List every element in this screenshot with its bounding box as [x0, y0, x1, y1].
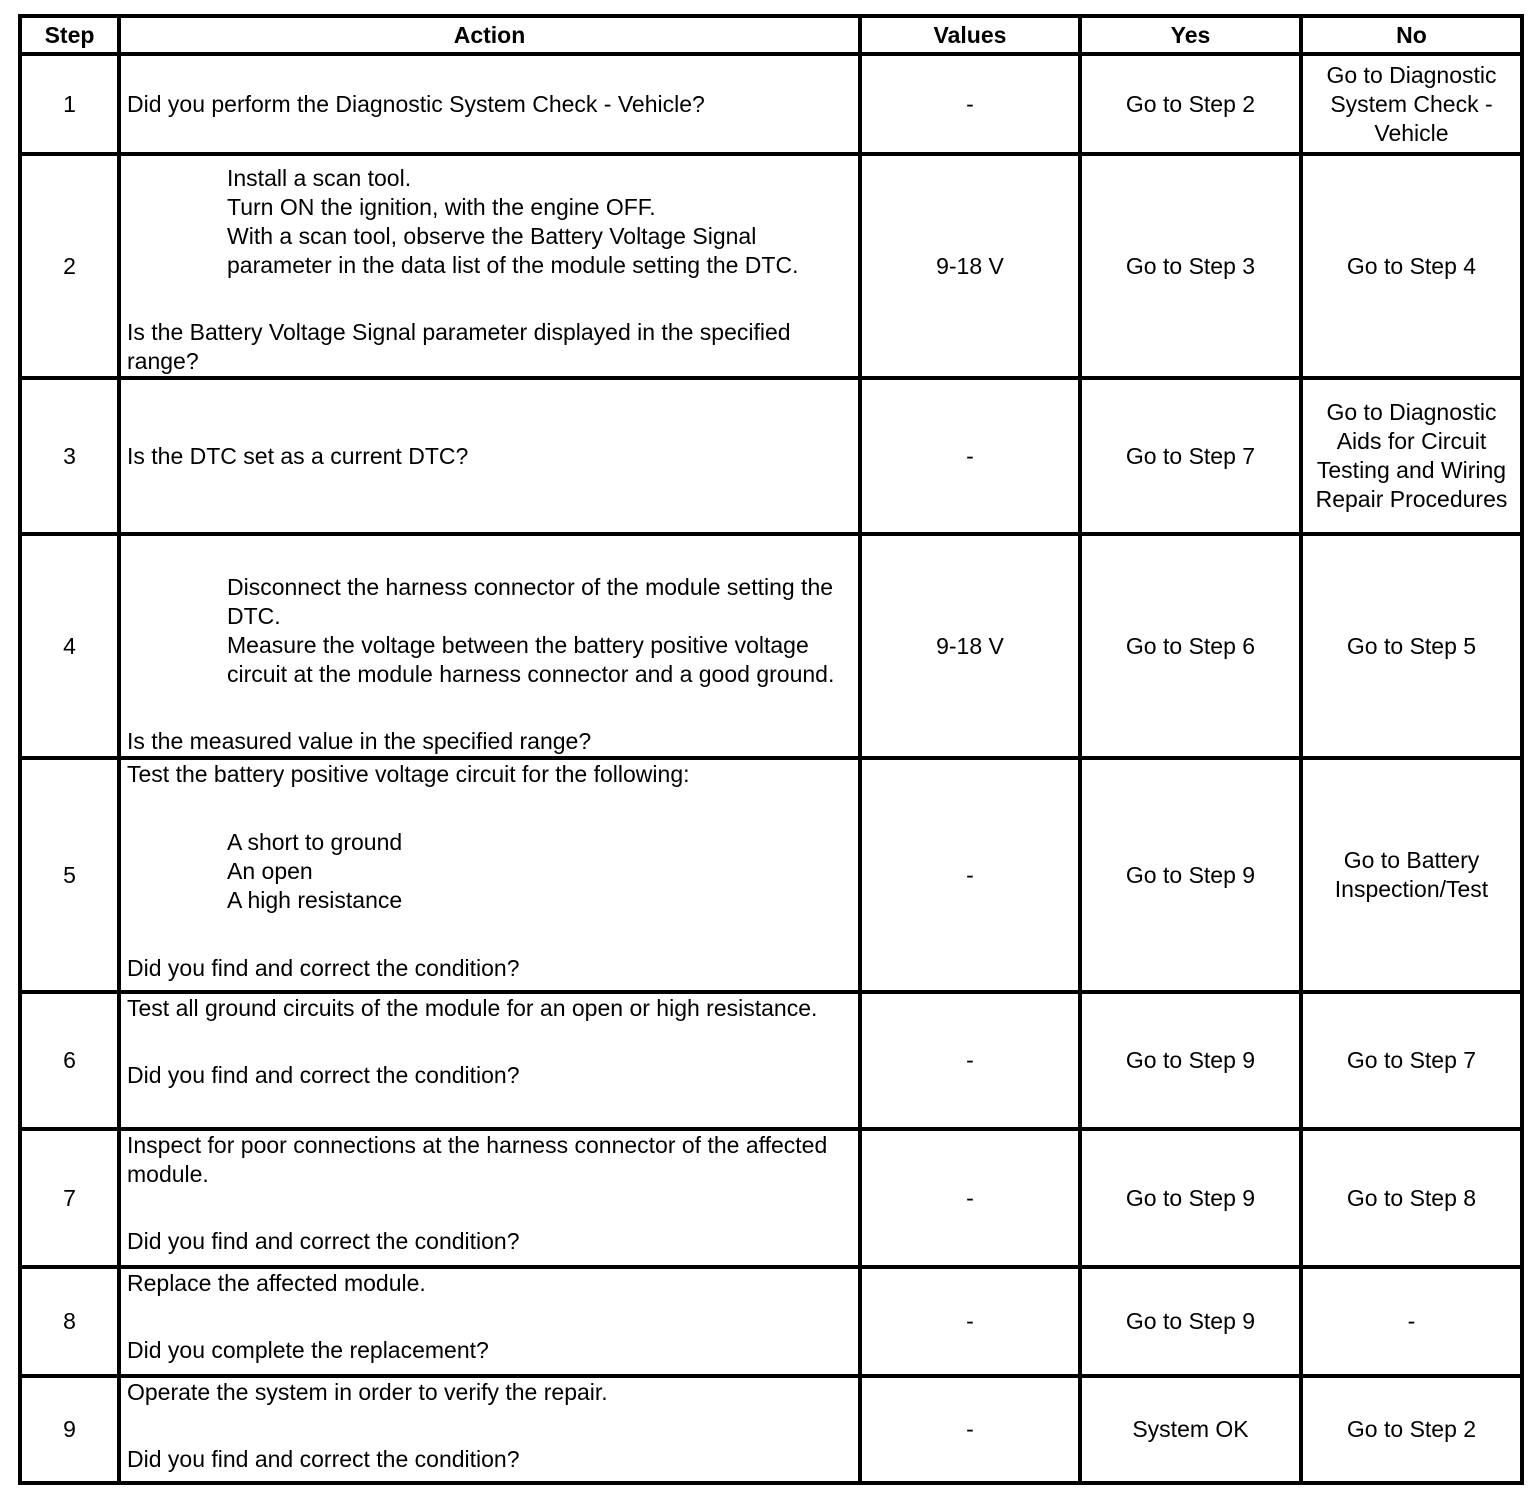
header-step: Step [20, 16, 119, 54]
diagnostic-table [18, 14, 1524, 1485]
action-intro: Test the battery positive voltage circuit for the following: [127, 761, 690, 787]
action-cell [119, 758, 860, 992]
value-cell: - [860, 992, 1080, 1129]
header-values: Values [860, 16, 1080, 54]
step-number: 5 [20, 758, 119, 992]
action-cell [119, 1129, 860, 1267]
no-cell: Go to Step 4 [1301, 154, 1522, 378]
action-cell [119, 992, 860, 1129]
table-row [20, 54, 1522, 154]
action-question: Is the measured value in the specified range? [127, 728, 592, 754]
step-number: 9 [20, 1376, 119, 1483]
action-cell [119, 534, 860, 758]
header-row [20, 16, 1522, 54]
table-row [20, 154, 1522, 378]
action-intro: Test all ground circuits of the module for an open or high resistance. [127, 995, 818, 1021]
no-cell: Go to Step 8 [1301, 1129, 1522, 1267]
action-instruction: With a scan tool, observe the Battery Voltage Signal parameter in the data list of the module setting the DTC. [227, 223, 799, 278]
step-number: 8 [20, 1267, 119, 1376]
table-row [20, 1376, 1522, 1483]
step-number: 1 [20, 54, 119, 154]
action-question: Did you find and correct the condition? [127, 955, 520, 981]
step-number: 4 [20, 534, 119, 758]
value-cell: - [860, 1129, 1080, 1267]
table-row [20, 534, 1522, 758]
value-cell: - [860, 54, 1080, 154]
action-intro: Replace the affected module. [127, 1270, 426, 1296]
action-question: Did you complete the replacement? [127, 1337, 489, 1363]
action-cell [119, 378, 860, 534]
action-cell [119, 1376, 860, 1483]
value-cell: 9-18 V [860, 534, 1080, 758]
yes-cell: Go to Step 3 [1080, 154, 1301, 378]
step-number: 7 [20, 1129, 119, 1267]
no-cell: Go to Diagnostic System Check - Vehicle [1301, 54, 1522, 154]
no-cell: - [1301, 1267, 1522, 1376]
action-intro: Operate the system in order to verify the repair. [127, 1379, 608, 1405]
action-question: Did you find and correct the condition? [127, 1062, 520, 1088]
action-list-item: A high resistance [227, 887, 403, 913]
action-cell [119, 1267, 860, 1376]
no-cell: Go to Step 2 [1301, 1376, 1522, 1483]
action-question: Is the Battery Voltage Signal parameter displayed in the specified range? [127, 319, 791, 374]
yes-cell: Go to Step 9 [1080, 992, 1301, 1129]
yes-cell: Go to Step 7 [1080, 378, 1301, 534]
step-number: 2 [20, 154, 119, 378]
value-cell: - [860, 758, 1080, 992]
action-cell [119, 154, 860, 378]
yes-cell: Go to Step 9 [1080, 1129, 1301, 1267]
action-question: Did you find and correct the condition? [127, 1446, 520, 1472]
step-number: 6 [20, 992, 119, 1129]
action-instruction: Disconnect the harness connector of the module setting the DTC. [227, 574, 834, 629]
table-row [20, 758, 1522, 992]
no-cell: Go to Diagnostic Aids for Circuit Testing and Wiring Repair Procedures [1301, 378, 1522, 534]
no-cell: Go to Battery Inspection/Test [1301, 758, 1522, 992]
action-instruction: Measure the voltage between the battery positive voltage circuit at the module harness connector and a good ground. [227, 632, 835, 687]
yes-cell: Go to Step 2 [1080, 54, 1301, 154]
action-list-item: A short to ground [227, 829, 403, 855]
action-question: Did you perform the Diagnostic System Check - Vehicle? [127, 90, 705, 117]
action-question: Did you find and correct the condition? [127, 1228, 520, 1254]
yes-cell: Go to Step 6 [1080, 534, 1301, 758]
table-row [20, 378, 1522, 534]
header-yes: Yes [1080, 16, 1301, 54]
yes-cell: System OK [1080, 1376, 1301, 1483]
action-instruction: Install a scan tool. [227, 165, 412, 191]
yes-cell: Go to Step 9 [1080, 758, 1301, 992]
header-action: Action [119, 16, 860, 54]
action-instruction: Turn ON the ignition, with the engine OFF. [227, 194, 656, 220]
no-cell: Go to Step 7 [1301, 992, 1522, 1129]
table-row [20, 1129, 1522, 1267]
action-question: Is the DTC set as a current DTC? [127, 442, 469, 469]
value-cell: 9-18 V [860, 154, 1080, 378]
table-row [20, 1267, 1522, 1376]
table-row [20, 992, 1522, 1129]
header-no: No [1301, 16, 1522, 54]
no-cell: Go to Step 5 [1301, 534, 1522, 758]
action-cell [119, 54, 860, 154]
value-cell: - [860, 1267, 1080, 1376]
yes-cell: Go to Step 9 [1080, 1267, 1301, 1376]
value-cell: - [860, 1376, 1080, 1483]
action-intro: Inspect for poor connections at the harness connector of the affected module. [127, 1132, 828, 1187]
step-number: 3 [20, 378, 119, 534]
value-cell: - [860, 378, 1080, 534]
action-list-item: An open [227, 858, 313, 884]
